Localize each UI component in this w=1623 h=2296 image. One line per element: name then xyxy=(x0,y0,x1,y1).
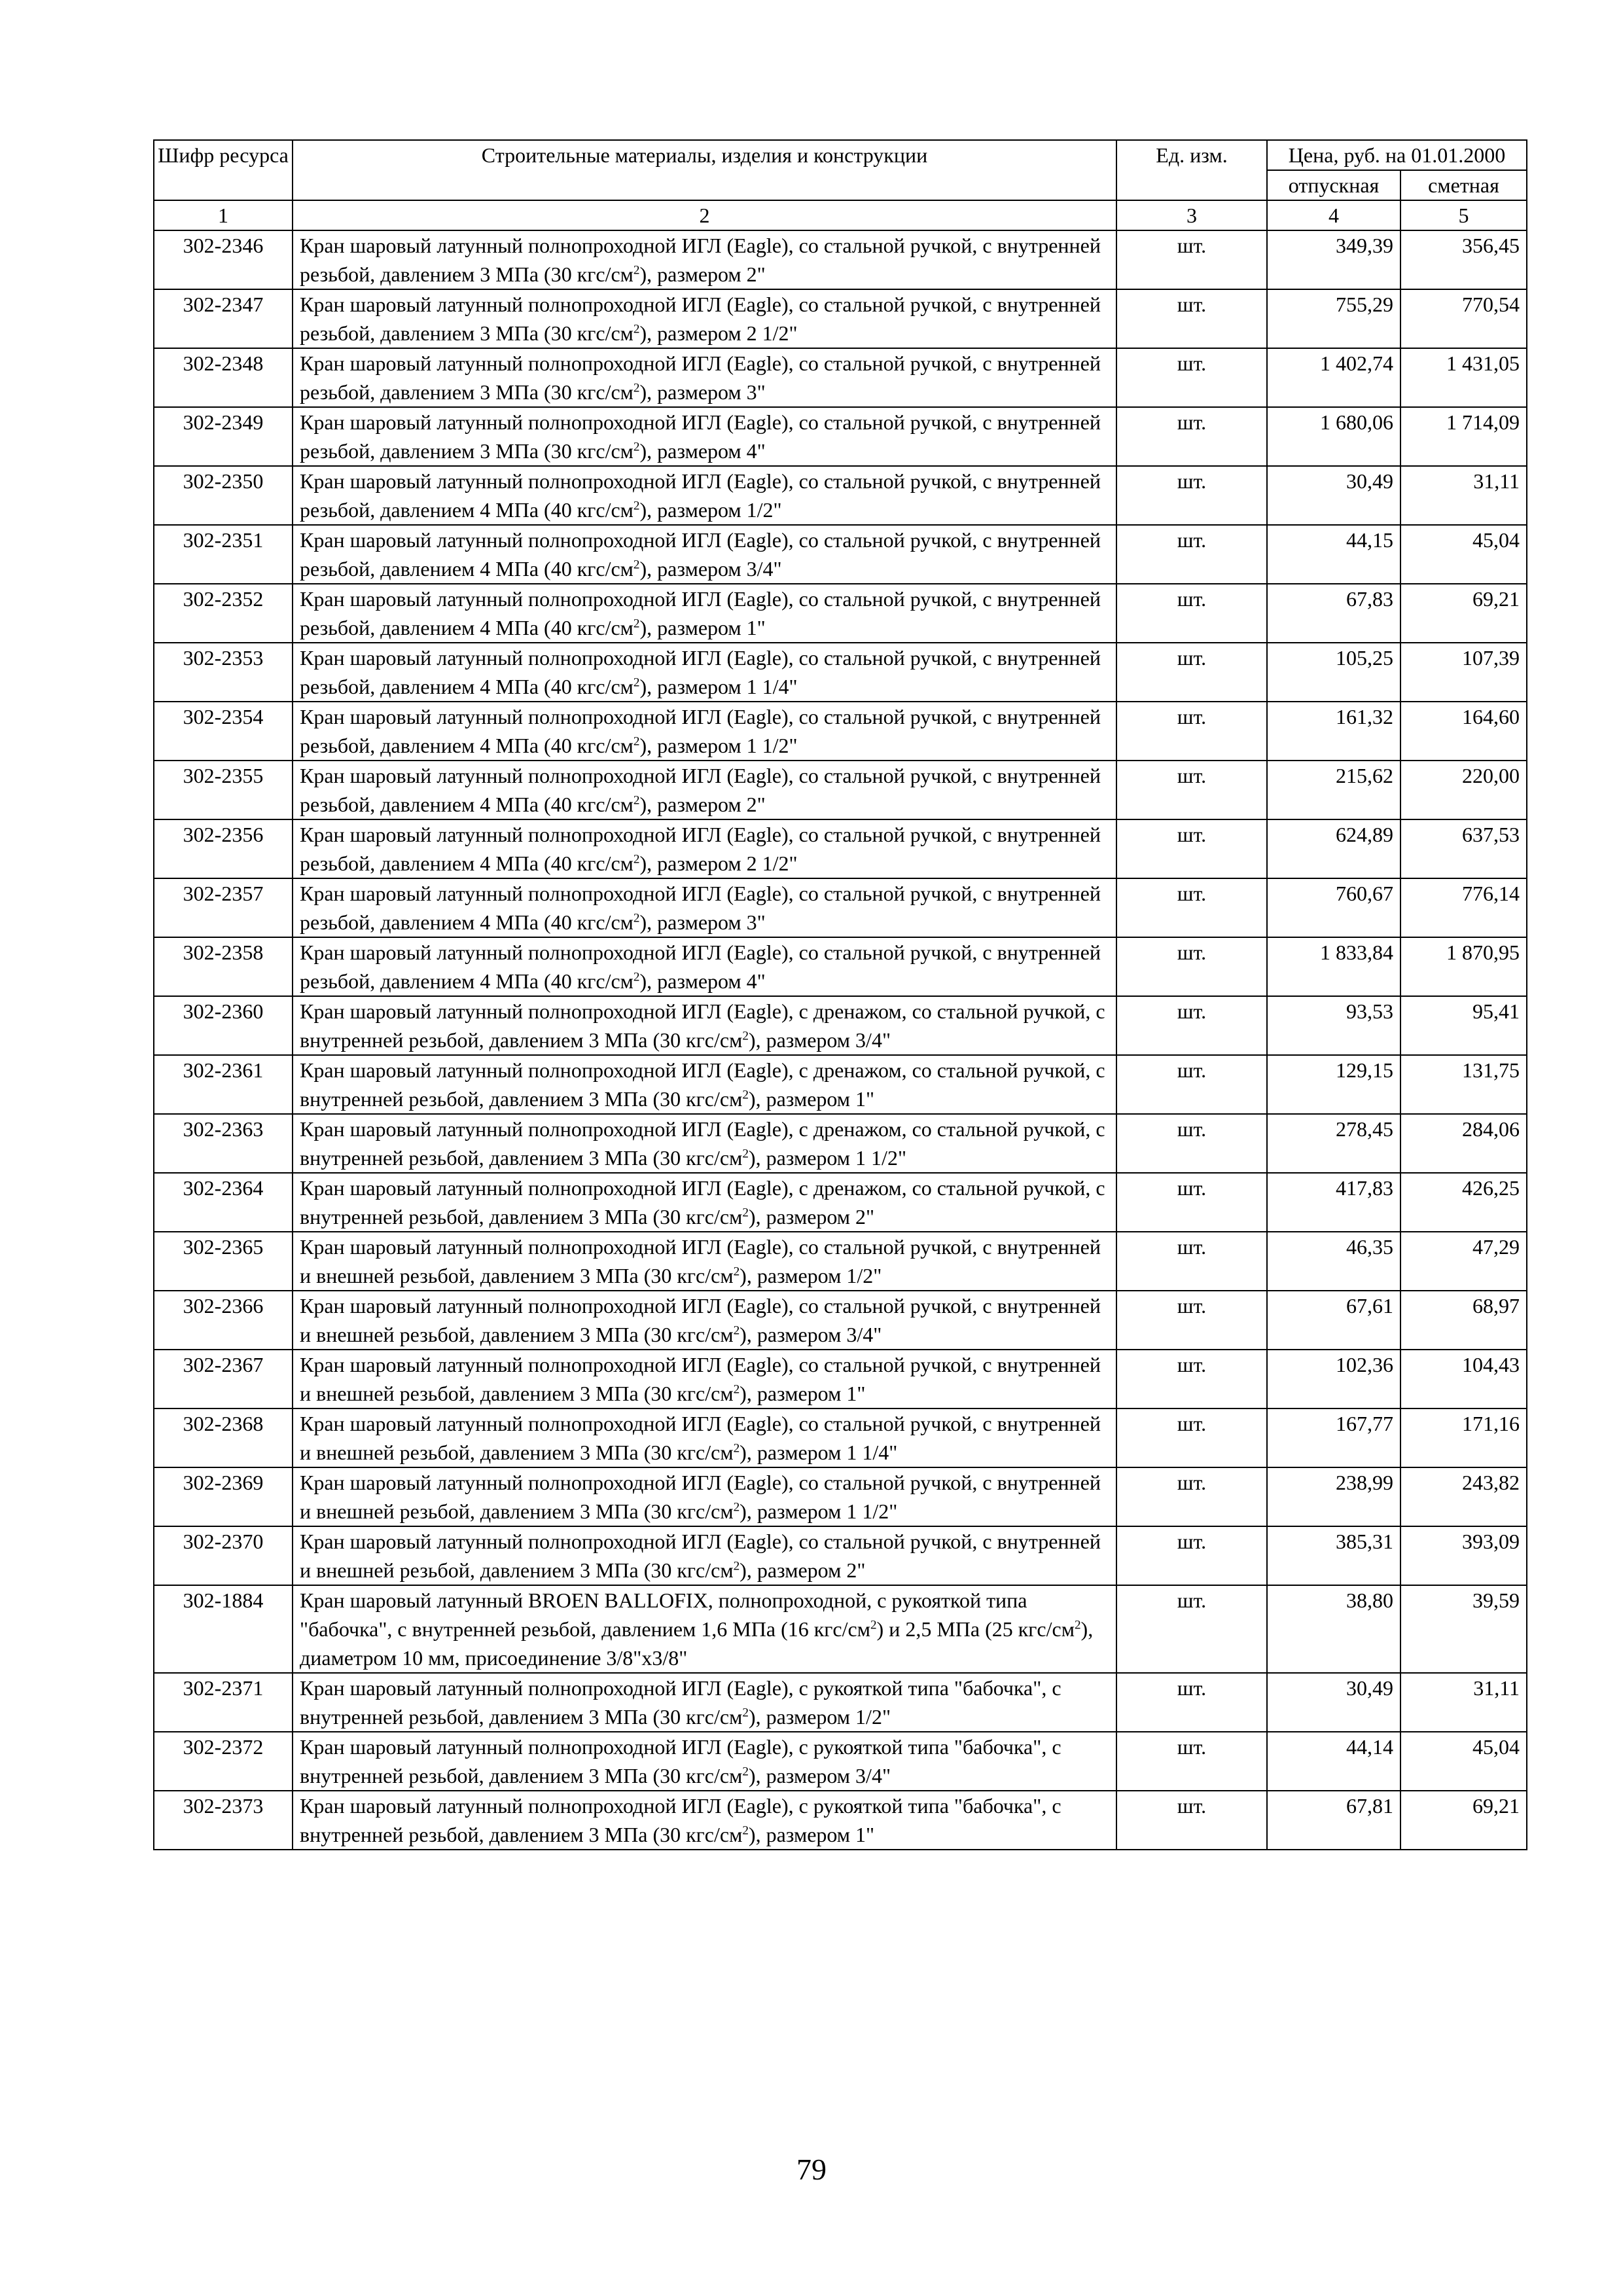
cell-price-release: 624,89 xyxy=(1267,819,1400,878)
cell-code: 302-2365 xyxy=(154,1232,293,1291)
cell-unit: шт. xyxy=(1116,525,1267,584)
cell-code: 302-2366 xyxy=(154,1291,293,1350)
cell-price-release: 67,61 xyxy=(1267,1291,1400,1350)
cell-price-release: 102,36 xyxy=(1267,1350,1400,1408)
table-row xyxy=(154,525,1527,584)
cell-unit: шт. xyxy=(1116,348,1267,407)
cell-price-release: 385,31 xyxy=(1267,1526,1400,1585)
col-number-3: 3 xyxy=(1116,200,1267,230)
table-row xyxy=(154,466,1527,525)
table-row xyxy=(154,1732,1527,1791)
cell-unit: шт. xyxy=(1116,1526,1267,1585)
cell-unit: шт. xyxy=(1116,819,1267,878)
cell-code: 302-2354 xyxy=(154,702,293,761)
header-price-estimate: сметная xyxy=(1400,170,1527,200)
table-row xyxy=(154,1291,1527,1350)
cell-code: 302-1884 xyxy=(154,1585,293,1673)
cell-price-release: 161,32 xyxy=(1267,702,1400,761)
cell-price-release: 44,15 xyxy=(1267,525,1400,584)
page-number: 79 xyxy=(796,2153,827,2186)
cell-description: Кран шаровый латунный полнопроходной ИГЛ (Eagle), со стальной ручкой, с внутренней и внешней резьбой, давлением 3 МПа (30 кгс/$см^2$), размером 1/2" xyxy=(293,1232,1116,1291)
cell-code: 302-2356 xyxy=(154,819,293,878)
col-number-5: 5 xyxy=(1400,200,1527,230)
cell-code: 302-2347 xyxy=(154,289,293,348)
cell-code: 302-2350 xyxy=(154,466,293,525)
cell-price-release: 105,25 xyxy=(1267,643,1400,702)
table-row xyxy=(154,289,1527,348)
cell-unit: шт. xyxy=(1116,584,1267,643)
cell-description: Кран шаровый латунный полнопроходной ИГЛ (Eagle), со стальной ручкой, с внутренней резьбой, давлением 4 МПа (40 кгс/$см^2$), размером 3" xyxy=(293,878,1116,937)
cell-unit: шт. xyxy=(1116,1467,1267,1526)
table-row xyxy=(154,1408,1527,1467)
cell-unit: шт. xyxy=(1116,1408,1267,1467)
cell-description: Кран шаровый латунный полнопроходной ИГЛ (Eagle), со стальной ручкой, с внутренней резьбой, давлением 4 МПа (40 кгс/$см^2$), размером 4" xyxy=(293,937,1116,996)
cell-unit: шт. xyxy=(1116,1673,1267,1732)
cell-price-estimate: 1 431,05 xyxy=(1400,348,1527,407)
cell-code: 302-2367 xyxy=(154,1350,293,1408)
cell-unit: шт. xyxy=(1116,702,1267,761)
cell-description: Кран шаровый латунный полнопроходной ИГЛ (Eagle), с рукояткой типа "бабочка", с внутренней резьбой, давлением 3 МПа (30 кгс/$см^2$), размером 1/2" xyxy=(293,1673,1116,1732)
cell-price-estimate: 39,59 xyxy=(1400,1585,1527,1673)
table-row xyxy=(154,643,1527,702)
cell-unit: шт. xyxy=(1116,1232,1267,1291)
cell-price-release: 417,83 xyxy=(1267,1173,1400,1232)
cell-code: 302-2353 xyxy=(154,643,293,702)
cell-description: Кран шаровый латунный полнопроходной ИГЛ (Eagle), со стальной ручкой, с внутренней и внешней резьбой, давлением 3 МПа (30 кгс/$см^2$), размером 3/4" xyxy=(293,1291,1116,1350)
cell-unit: шт. xyxy=(1116,761,1267,819)
cell-description: Кран шаровый латунный полнопроходной ИГЛ (Eagle), со стальной ручкой, с внутренней резьбой, давлением 4 МПа (40 кгс/$см^2$), размером 2 1/2" xyxy=(293,819,1116,878)
cell-price-estimate: 770,54 xyxy=(1400,289,1527,348)
cell-price-release: 167,77 xyxy=(1267,1408,1400,1467)
cell-code: 302-2358 xyxy=(154,937,293,996)
cell-description: Кран шаровый латунный полнопроходной ИГЛ (Eagle), со стальной ручкой, с внутренней резьбой, давлением 4 МПа (40 кгс/$см^2$), размером 2" xyxy=(293,761,1116,819)
table-row xyxy=(154,761,1527,819)
cell-unit: шт. xyxy=(1116,1732,1267,1791)
header-materials: Строительные материалы, изделия и конструкции xyxy=(293,140,1116,200)
cell-description: Кран шаровый латунный полнопроходной ИГЛ (Eagle), со стальной ручкой, с внутренней резьбой, давлением 4 МПа (40 кгс/$см^2$), размером 1 1/2" xyxy=(293,702,1116,761)
cell-description: Кран шаровый латунный полнопроходной ИГЛ (Eagle), со стальной ручкой, с внутренней резьбой, давлением 4 МПа (40 кгс/$см^2$), размером 1 1/4" xyxy=(293,643,1116,702)
cell-description: Кран шаровый латунный полнопроходной ИГЛ (Eagle), со стальной ручкой, с внутренней и внешней резьбой, давлением 3 МПа (30 кгс/$см^2$), размером 1 1/2" xyxy=(293,1467,1116,1526)
table-row xyxy=(154,407,1527,466)
table-row xyxy=(154,1173,1527,1232)
table-row xyxy=(154,1055,1527,1114)
cell-price-estimate: 1 870,95 xyxy=(1400,937,1527,996)
cell-price-estimate: 31,11 xyxy=(1400,1673,1527,1732)
cell-unit: шт. xyxy=(1116,289,1267,348)
cell-code: 302-2351 xyxy=(154,525,293,584)
cell-description: Кран шаровый латунный полнопроходной ИГЛ (Eagle), со стальной ручкой, с внутренней резьбой, давлением 4 МПа (40 кгс/$см^2$), размером 1" xyxy=(293,584,1116,643)
cell-unit: шт. xyxy=(1116,1791,1267,1850)
price-table xyxy=(153,139,1527,1850)
cell-price-release: 755,29 xyxy=(1267,289,1400,348)
table-row xyxy=(154,937,1527,996)
col-number-1: 1 xyxy=(154,200,293,230)
cell-price-estimate: 426,25 xyxy=(1400,1173,1527,1232)
cell-description: Кран шаровый латунный полнопроходной ИГЛ (Eagle), с рукояткой типа "бабочка", с внутренней резьбой, давлением 3 МПа (30 кгс/$см^2$), размером 3/4" xyxy=(293,1732,1116,1791)
cell-code: 302-2373 xyxy=(154,1791,293,1850)
cell-description: Кран шаровый латунный полнопроходной ИГЛ (Eagle), с дренажом, со стальной ручкой, с внутренней резьбой, давлением 3 МПа (30 кгс/$см^2$), размером 2" xyxy=(293,1173,1116,1232)
table-row xyxy=(154,1467,1527,1526)
cell-unit: шт. xyxy=(1116,1114,1267,1173)
cell-description: Кран шаровый латунный полнопроходной ИГЛ (Eagle), со стальной ручкой, с внутренней резьбой, давлением 3 МПа (30 кгс/$см^2$), размером 4" xyxy=(293,407,1116,466)
cell-price-estimate: 1 714,09 xyxy=(1400,407,1527,466)
cell-price-estimate: 776,14 xyxy=(1400,878,1527,937)
cell-code: 302-2355 xyxy=(154,761,293,819)
header-price-release: отпускная xyxy=(1267,170,1400,200)
table-row xyxy=(154,702,1527,761)
table-row xyxy=(154,1673,1527,1732)
cell-code: 302-2371 xyxy=(154,1673,293,1732)
cell-unit: шт. xyxy=(1116,937,1267,996)
cell-price-estimate: 164,60 xyxy=(1400,702,1527,761)
cell-price-estimate: 104,43 xyxy=(1400,1350,1527,1408)
cell-description: Кран шаровый латунный полнопроходной ИГЛ (Eagle), с дренажом, со стальной ручкой, с внутренней резьбой, давлением 3 МПа (30 кгс/$см^2$), размером 1" xyxy=(293,1055,1116,1114)
cell-price-release: 46,35 xyxy=(1267,1232,1400,1291)
cell-unit: шт. xyxy=(1116,1585,1267,1673)
cell-price-estimate: 69,21 xyxy=(1400,1791,1527,1850)
table-row xyxy=(154,348,1527,407)
cell-code: 302-2370 xyxy=(154,1526,293,1585)
header-price: Цена, руб. на 01.01.2000 xyxy=(1267,140,1527,170)
cell-description: Кран шаровый латунный полнопроходной ИГЛ (Eagle), со стальной ручкой, с внутренней резьбой, давлением 3 МПа (30 кгс/$см^2$), размером 2" xyxy=(293,230,1116,289)
cell-code: 302-2348 xyxy=(154,348,293,407)
cell-code: 302-2363 xyxy=(154,1114,293,1173)
cell-price-estimate: 171,16 xyxy=(1400,1408,1527,1467)
cell-description: Кран шаровый латунный полнопроходной ИГЛ (Eagle), со стальной ручкой, с внутренней и внешней резьбой, давлением 3 МПа (30 кгс/$см^2$), размером 1" xyxy=(293,1350,1116,1408)
cell-unit: шт. xyxy=(1116,1173,1267,1232)
cell-unit: шт. xyxy=(1116,878,1267,937)
header-unit: Ед. изм. xyxy=(1116,140,1267,200)
cell-code: 302-2368 xyxy=(154,1408,293,1467)
cell-price-estimate: 131,75 xyxy=(1400,1055,1527,1114)
cell-description: Кран шаровый латунный полнопроходной ИГЛ (Eagle), со стальной ручкой, с внутренней резьбой, давлением 4 МПа (40 кгс/$см^2$), размером 3/4" xyxy=(293,525,1116,584)
cell-price-release: 44,14 xyxy=(1267,1732,1400,1791)
cell-price-release: 215,62 xyxy=(1267,761,1400,819)
cell-price-estimate: 47,29 xyxy=(1400,1232,1527,1291)
table-row xyxy=(154,1585,1527,1673)
cell-price-estimate: 637,53 xyxy=(1400,819,1527,878)
table-row xyxy=(154,1232,1527,1291)
cell-unit: шт. xyxy=(1116,466,1267,525)
cell-code: 302-2352 xyxy=(154,584,293,643)
table-row xyxy=(154,996,1527,1055)
cell-price-release: 1 680,06 xyxy=(1267,407,1400,466)
cell-description: Кран шаровый латунный полнопроходной ИГЛ (Eagle), со стальной ручкой, с внутренней и внешней резьбой, давлением 3 МПа (30 кгс/$см^2$), размером 1 1/4" xyxy=(293,1408,1116,1467)
cell-price-release: 278,45 xyxy=(1267,1114,1400,1173)
cell-price-estimate: 31,11 xyxy=(1400,466,1527,525)
cell-description: Кран шаровый латунный полнопроходной ИГЛ (Eagle), со стальной ручкой, с внутренней резьбой, давлением 3 МПа (30 кгс/$см^2$), размером 2 1/2" xyxy=(293,289,1116,348)
cell-code: 302-2349 xyxy=(154,407,293,466)
cell-price-release: 129,15 xyxy=(1267,1055,1400,1114)
header-code: Шифр ресурса xyxy=(154,140,293,200)
cell-price-release: 67,83 xyxy=(1267,584,1400,643)
cell-price-release: 67,81 xyxy=(1267,1791,1400,1850)
cell-price-estimate: 68,97 xyxy=(1400,1291,1527,1350)
cell-price-release: 349,39 xyxy=(1267,230,1400,289)
table-row xyxy=(154,819,1527,878)
table-row xyxy=(154,230,1527,289)
cell-price-release: 1 833,84 xyxy=(1267,937,1400,996)
cell-description: Кран шаровый латунный полнопроходной ИГЛ (Eagle), с дренажом, со стальной ручкой, с внутренней резьбой, давлением 3 МПа (30 кгс/$см^2$), размером 3/4" xyxy=(293,996,1116,1055)
cell-price-estimate: 107,39 xyxy=(1400,643,1527,702)
cell-code: 302-2369 xyxy=(154,1467,293,1526)
cell-price-estimate: 284,06 xyxy=(1400,1114,1527,1173)
cell-unit: шт. xyxy=(1116,407,1267,466)
table-row xyxy=(154,1350,1527,1408)
cell-price-release: 38,80 xyxy=(1267,1585,1400,1673)
cell-price-estimate: 69,21 xyxy=(1400,584,1527,643)
cell-price-estimate: 45,04 xyxy=(1400,1732,1527,1791)
cell-price-estimate: 95,41 xyxy=(1400,996,1527,1055)
cell-code: 302-2372 xyxy=(154,1732,293,1791)
cell-unit: шт. xyxy=(1116,1291,1267,1350)
cell-description: Кран шаровый латунный BROEN BALLOFIX, полнопроходной, с рукояткой типа "бабочка", с внутренней резьбой, давлением 1,6 МПа (16 кгс/$см^2$) и 2,5 МПа (25 кгс/$см^2$), диаметром 10 мм, присоединение 3/8"x3/8" xyxy=(293,1585,1116,1673)
table-row xyxy=(154,1791,1527,1850)
cell-unit: шт. xyxy=(1116,230,1267,289)
table-row xyxy=(154,1526,1527,1585)
cell-code: 302-2360 xyxy=(154,996,293,1055)
cell-code: 302-2357 xyxy=(154,878,293,937)
cell-price-release: 30,49 xyxy=(1267,466,1400,525)
cell-description: Кран шаровый латунный полнопроходной ИГЛ (Eagle), с дренажом, со стальной ручкой, с внутренней резьбой, давлением 3 МПа (30 кгс/$см^2$), размером 1 1/2" xyxy=(293,1114,1116,1173)
cell-price-release: 760,67 xyxy=(1267,878,1400,937)
cell-unit: шт. xyxy=(1116,643,1267,702)
table-row xyxy=(154,1114,1527,1173)
cell-price-estimate: 45,04 xyxy=(1400,525,1527,584)
cell-unit: шт. xyxy=(1116,1350,1267,1408)
col-number-4: 4 xyxy=(1267,200,1400,230)
cell-description: Кран шаровый латунный полнопроходной ИГЛ (Eagle), со стальной ручкой, с внутренней резьбой, давлением 3 МПа (30 кгс/$см^2$), размером 3" xyxy=(293,348,1116,407)
cell-code: 302-2361 xyxy=(154,1055,293,1114)
cell-unit: шт. xyxy=(1116,1055,1267,1114)
cell-code: 302-2346 xyxy=(154,230,293,289)
cell-price-estimate: 393,09 xyxy=(1400,1526,1527,1585)
cell-price-release: 1 402,74 xyxy=(1267,348,1400,407)
cell-price-estimate: 243,82 xyxy=(1400,1467,1527,1526)
cell-price-release: 93,53 xyxy=(1267,996,1400,1055)
table-body xyxy=(154,230,1527,1850)
cell-price-release: 30,49 xyxy=(1267,1673,1400,1732)
cell-description: Кран шаровый латунный полнопроходной ИГЛ (Eagle), со стальной ручкой, с внутренней и внешней резьбой, давлением 3 МПа (30 кгс/$см^2$), размером 2" xyxy=(293,1526,1116,1585)
col-number-2: 2 xyxy=(293,200,1116,230)
cell-description: Кран шаровый латунный полнопроходной ИГЛ (Eagle), с рукояткой типа "бабочка", с внутренней резьбой, давлением 3 МПа (30 кгс/$см^2$), размером 1" xyxy=(293,1791,1116,1850)
cell-unit: шт. xyxy=(1116,996,1267,1055)
table-row xyxy=(154,878,1527,937)
cell-price-estimate: 220,00 xyxy=(1400,761,1527,819)
cell-price-estimate: 356,45 xyxy=(1400,230,1527,289)
cell-price-release: 238,99 xyxy=(1267,1467,1400,1526)
table-row xyxy=(154,584,1527,643)
cell-code: 302-2364 xyxy=(154,1173,293,1232)
cell-description: Кран шаровый латунный полнопроходной ИГЛ (Eagle), со стальной ручкой, с внутренней резьбой, давлением 4 МПа (40 кгс/$см^2$), размером 1/2" xyxy=(293,466,1116,525)
